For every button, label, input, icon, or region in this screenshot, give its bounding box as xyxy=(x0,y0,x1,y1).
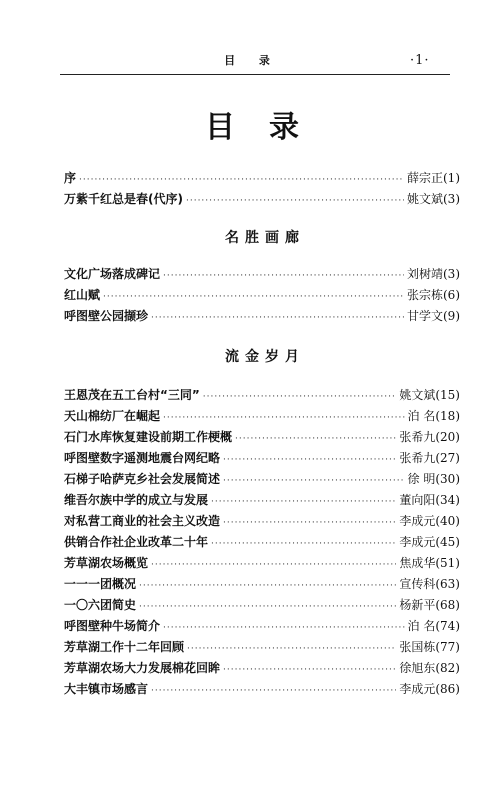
toc-entry[interactable] xyxy=(64,637,460,658)
toc-entry-title: 红山赋 xyxy=(64,288,101,302)
toc-entry-title: 芳草湖农场概览 xyxy=(64,556,149,570)
toc-entry-author-page: 李成元(45) xyxy=(399,535,460,549)
page-title: 目录 xyxy=(205,110,333,145)
dot-leader xyxy=(186,191,404,212)
toc-entry[interactable] xyxy=(64,168,460,189)
toc-entry-author-page: 李成元(86) xyxy=(399,682,460,696)
toc-entry[interactable] xyxy=(64,189,460,210)
toc-entry-author-page: 甘学文(9) xyxy=(407,309,460,323)
toc-entry-author-page: 李成元(40) xyxy=(399,514,460,528)
toc-entry[interactable] xyxy=(64,448,460,469)
toc-entry[interactable] xyxy=(64,574,460,595)
toc-entry-title: 石门水库恢复建设前期工作梗概 xyxy=(64,430,233,444)
dot-leader xyxy=(79,170,404,191)
header-rule xyxy=(60,74,450,75)
toc-entry-title: 芳草湖农场大力发展棉花回眸 xyxy=(64,661,221,675)
dot-leader xyxy=(223,513,396,534)
toc-entry-author-page: 姚文斌(15) xyxy=(399,388,460,402)
dot-leader xyxy=(139,576,396,597)
toc-entry[interactable] xyxy=(64,427,460,448)
toc-entry-title: 序 xyxy=(64,171,77,185)
toc-entry[interactable] xyxy=(64,532,460,553)
toc-entry-title: 供销合作社企业改革二十年 xyxy=(64,535,209,549)
toc-entry[interactable] xyxy=(64,679,460,700)
toc-entry-author-page: 张国栋(77) xyxy=(399,640,460,654)
toc-entry[interactable] xyxy=(64,595,460,616)
toc-entry-author-page: 徐 明(30) xyxy=(407,472,460,486)
toc-entry-title: 大丰镇市场感言 xyxy=(64,682,149,696)
dot-leader xyxy=(163,266,404,287)
page-number: ·1· xyxy=(410,53,430,68)
toc-entry-author-page: 泊 名(18) xyxy=(407,409,460,423)
dot-leader xyxy=(151,681,396,702)
toc-entry-title: 天山棉纺厂在崛起 xyxy=(64,409,161,423)
dot-leader xyxy=(139,597,396,618)
dot-leader xyxy=(211,492,396,513)
toc-entry-author-page: 泊 名(74) xyxy=(407,619,460,633)
toc-entry-title: 呼图壁公园撷珍 xyxy=(64,309,149,323)
dot-leader xyxy=(223,660,396,681)
running-head xyxy=(0,54,504,72)
dot-leader xyxy=(151,308,404,329)
toc-entry[interactable] xyxy=(64,264,460,285)
toc-entry-title: 芳草湖工作十二年回顾 xyxy=(64,640,185,654)
table-of-contents xyxy=(64,168,460,700)
toc-entry[interactable] xyxy=(64,469,460,490)
section-heading: 流金岁月 xyxy=(225,349,305,365)
toc-entry[interactable] xyxy=(64,553,460,574)
toc-entry[interactable] xyxy=(64,406,460,427)
dot-leader xyxy=(235,429,396,450)
dot-leader xyxy=(187,639,396,660)
dot-leader xyxy=(203,387,397,408)
toc-entry[interactable] xyxy=(64,306,460,327)
toc-entry-author-page: 董向阳(34) xyxy=(399,493,460,507)
toc-entry-title: 王恩茂在五工台村“三同” xyxy=(64,388,200,402)
dot-leader xyxy=(163,408,405,429)
section-heading: 名胜画廊 xyxy=(225,230,305,246)
toc-entry-title: 万紫千红总是春(代序) xyxy=(64,192,183,206)
dot-leader xyxy=(103,287,404,308)
toc-entry-author-page: 刘树靖(3) xyxy=(407,267,460,281)
toc-entry-author-page: 徐旭东(82) xyxy=(399,661,460,675)
toc-entry-author-page: 薛宗正(1) xyxy=(407,171,460,185)
toc-entry-author-page: 张宗栋(6) xyxy=(407,288,460,302)
toc-entry[interactable] xyxy=(64,658,460,679)
toc-entry-title: 呼图壁数字遥测地震台网纪略 xyxy=(64,451,221,465)
dot-leader xyxy=(163,618,405,639)
toc-entry-author-page: 张希九(27) xyxy=(399,451,460,465)
toc-entry-title: 石梯子哈萨克乡社会发展简述 xyxy=(64,472,221,486)
toc-entry-title: 呼图壁种牛场简介 xyxy=(64,619,161,633)
toc-entry[interactable] xyxy=(64,385,460,406)
toc-entry-title: 文化广场落成碑记 xyxy=(64,267,161,281)
toc-entry-author-page: 杨新平(68) xyxy=(399,598,460,612)
dot-leader xyxy=(211,534,396,555)
toc-entry-title: 一一一团概况 xyxy=(64,577,137,591)
toc-entry[interactable] xyxy=(64,616,460,637)
toc-entry[interactable] xyxy=(64,490,460,511)
dot-leader xyxy=(223,450,396,471)
toc-entry-author-page: 宣传科(63) xyxy=(399,577,460,591)
toc-entry-author-page: 张希九(20) xyxy=(399,430,460,444)
running-head-title: 目 录 xyxy=(224,54,280,67)
toc-entry-title: 维吾尔族中学的成立与发展 xyxy=(64,493,209,507)
dot-leader xyxy=(223,471,405,492)
toc-entry[interactable] xyxy=(64,511,460,532)
toc-entry-author-page: 姚文斌(3) xyxy=(407,192,460,206)
toc-entry-title: 对私营工商业的社会主义改造 xyxy=(64,514,221,528)
toc-entry-author-page: 焦成华(51) xyxy=(399,556,460,570)
toc-entry[interactable] xyxy=(64,285,460,306)
dot-leader xyxy=(151,555,396,576)
toc-entry-title: 一〇六团简史 xyxy=(64,598,137,612)
